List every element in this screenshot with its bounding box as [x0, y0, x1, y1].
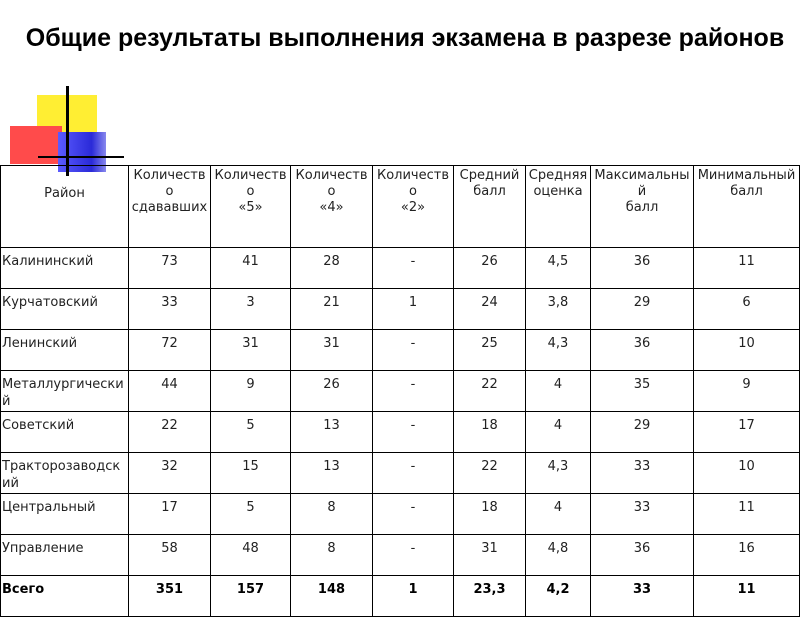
cell-max-score: 29	[591, 289, 694, 330]
cell-count-4: 8	[291, 535, 373, 576]
cell-count-5: 3	[211, 289, 291, 330]
header-avg-score: Средний балл	[454, 166, 526, 248]
cell-count-2: -	[373, 453, 454, 494]
cell-count-4: 31	[291, 330, 373, 371]
cell-avg-grade: 4,5	[526, 248, 591, 289]
cell-district: Всего	[1, 576, 129, 617]
cell-count-2: 1	[373, 576, 454, 617]
cell-count-total: 72	[129, 330, 211, 371]
cell-max-score: 29	[591, 412, 694, 453]
cell-max-score: 33	[591, 576, 694, 617]
header-count-5: Количеств о «5»	[211, 166, 291, 248]
cell-count-2: -	[373, 248, 454, 289]
cell-avg-grade: 3,8	[526, 289, 591, 330]
cell-avg-score: 25	[454, 330, 526, 371]
cell-count-total: 73	[129, 248, 211, 289]
cell-count-2: -	[373, 412, 454, 453]
cell-avg-grade: 4,8	[526, 535, 591, 576]
cell-avg-grade: 4,3	[526, 453, 591, 494]
cell-max-score: 36	[591, 535, 694, 576]
cell-district: Ленинский	[1, 330, 129, 371]
table-total-row	[1, 576, 800, 617]
header-max-score: Максимальны й балл	[591, 166, 694, 248]
cell-count-5: 41	[211, 248, 291, 289]
cell-count-4: 13	[291, 412, 373, 453]
cell-count-total: 32	[129, 453, 211, 494]
header-avg-grade: Средняя оценка	[526, 166, 591, 248]
cell-min-score: 17	[694, 412, 800, 453]
cell-count-4: 21	[291, 289, 373, 330]
cell-count-total: 351	[129, 576, 211, 617]
cell-count-5: 157	[211, 576, 291, 617]
cell-avg-score: 22	[454, 371, 526, 412]
cell-count-2: -	[373, 494, 454, 535]
table-row	[1, 289, 800, 330]
cell-count-5: 5	[211, 412, 291, 453]
cell-min-score: 9	[694, 371, 800, 412]
decorative-squares	[0, 0, 130, 170]
cell-count-total: 44	[129, 371, 211, 412]
cell-max-score: 33	[591, 494, 694, 535]
cell-count-2: 1	[373, 289, 454, 330]
cell-avg-grade: 4,3	[526, 330, 591, 371]
table-row	[1, 248, 800, 289]
cell-district: Управление	[1, 535, 129, 576]
cell-count-5: 48	[211, 535, 291, 576]
red-square-decor	[10, 126, 62, 164]
cell-avg-score: 22	[454, 453, 526, 494]
cell-count-total: 17	[129, 494, 211, 535]
table-row	[1, 330, 800, 371]
horizontal-line-decor	[38, 156, 124, 158]
slide-title: Общие результаты выполнения экзамена в разрезе районов	[25, 24, 785, 52]
cell-avg-score: 26	[454, 248, 526, 289]
header-count-total: Количеств о сдававших	[129, 166, 211, 248]
header-count-4: Количеств о «4»	[291, 166, 373, 248]
cell-min-score: 11	[694, 248, 800, 289]
cell-count-4: 28	[291, 248, 373, 289]
vertical-line-decor	[66, 86, 69, 176]
table-header-row	[1, 166, 800, 248]
table-body	[1, 248, 800, 617]
cell-district: Курчатовский	[1, 289, 129, 330]
cell-district: Тракторозаводск ий	[1, 453, 129, 494]
table-row	[1, 371, 800, 412]
cell-count-4: 8	[291, 494, 373, 535]
cell-min-score: 16	[694, 535, 800, 576]
cell-avg-score: 31	[454, 535, 526, 576]
cell-count-5: 31	[211, 330, 291, 371]
cell-max-score: 36	[591, 248, 694, 289]
cell-count-total: 22	[129, 412, 211, 453]
cell-avg-score: 18	[454, 412, 526, 453]
cell-min-score: 11	[694, 494, 800, 535]
cell-max-score: 35	[591, 371, 694, 412]
cell-avg-score: 24	[454, 289, 526, 330]
table-row	[1, 535, 800, 576]
table-row	[1, 453, 800, 494]
header-district: Район	[1, 166, 129, 248]
cell-count-5: 15	[211, 453, 291, 494]
cell-min-score: 11	[694, 576, 800, 617]
cell-count-4: 13	[291, 453, 373, 494]
cell-district: Советский	[1, 412, 129, 453]
cell-max-score: 36	[591, 330, 694, 371]
cell-count-5: 9	[211, 371, 291, 412]
cell-district: Металлургически й	[1, 371, 129, 412]
cell-count-total: 58	[129, 535, 211, 576]
cell-count-4: 148	[291, 576, 373, 617]
cell-count-5: 5	[211, 494, 291, 535]
cell-count-2: -	[373, 330, 454, 371]
cell-avg-grade: 4	[526, 412, 591, 453]
table-row	[1, 494, 800, 535]
header-count-2: Количеств о «2»	[373, 166, 454, 248]
cell-avg-grade: 4	[526, 371, 591, 412]
cell-avg-score: 23,3	[454, 576, 526, 617]
header-min-score: Минимальный балл	[694, 166, 800, 248]
cell-avg-grade: 4,2	[526, 576, 591, 617]
cell-count-2: -	[373, 535, 454, 576]
cell-count-total: 33	[129, 289, 211, 330]
cell-avg-grade: 4	[526, 494, 591, 535]
cell-district: Калининский	[1, 248, 129, 289]
cell-avg-score: 18	[454, 494, 526, 535]
cell-count-2: -	[373, 371, 454, 412]
cell-max-score: 33	[591, 453, 694, 494]
cell-min-score: 6	[694, 289, 800, 330]
cell-min-score: 10	[694, 330, 800, 371]
cell-min-score: 10	[694, 453, 800, 494]
results-table	[0, 165, 800, 617]
cell-district: Центральный	[1, 494, 129, 535]
cell-count-4: 26	[291, 371, 373, 412]
table-row	[1, 412, 800, 453]
